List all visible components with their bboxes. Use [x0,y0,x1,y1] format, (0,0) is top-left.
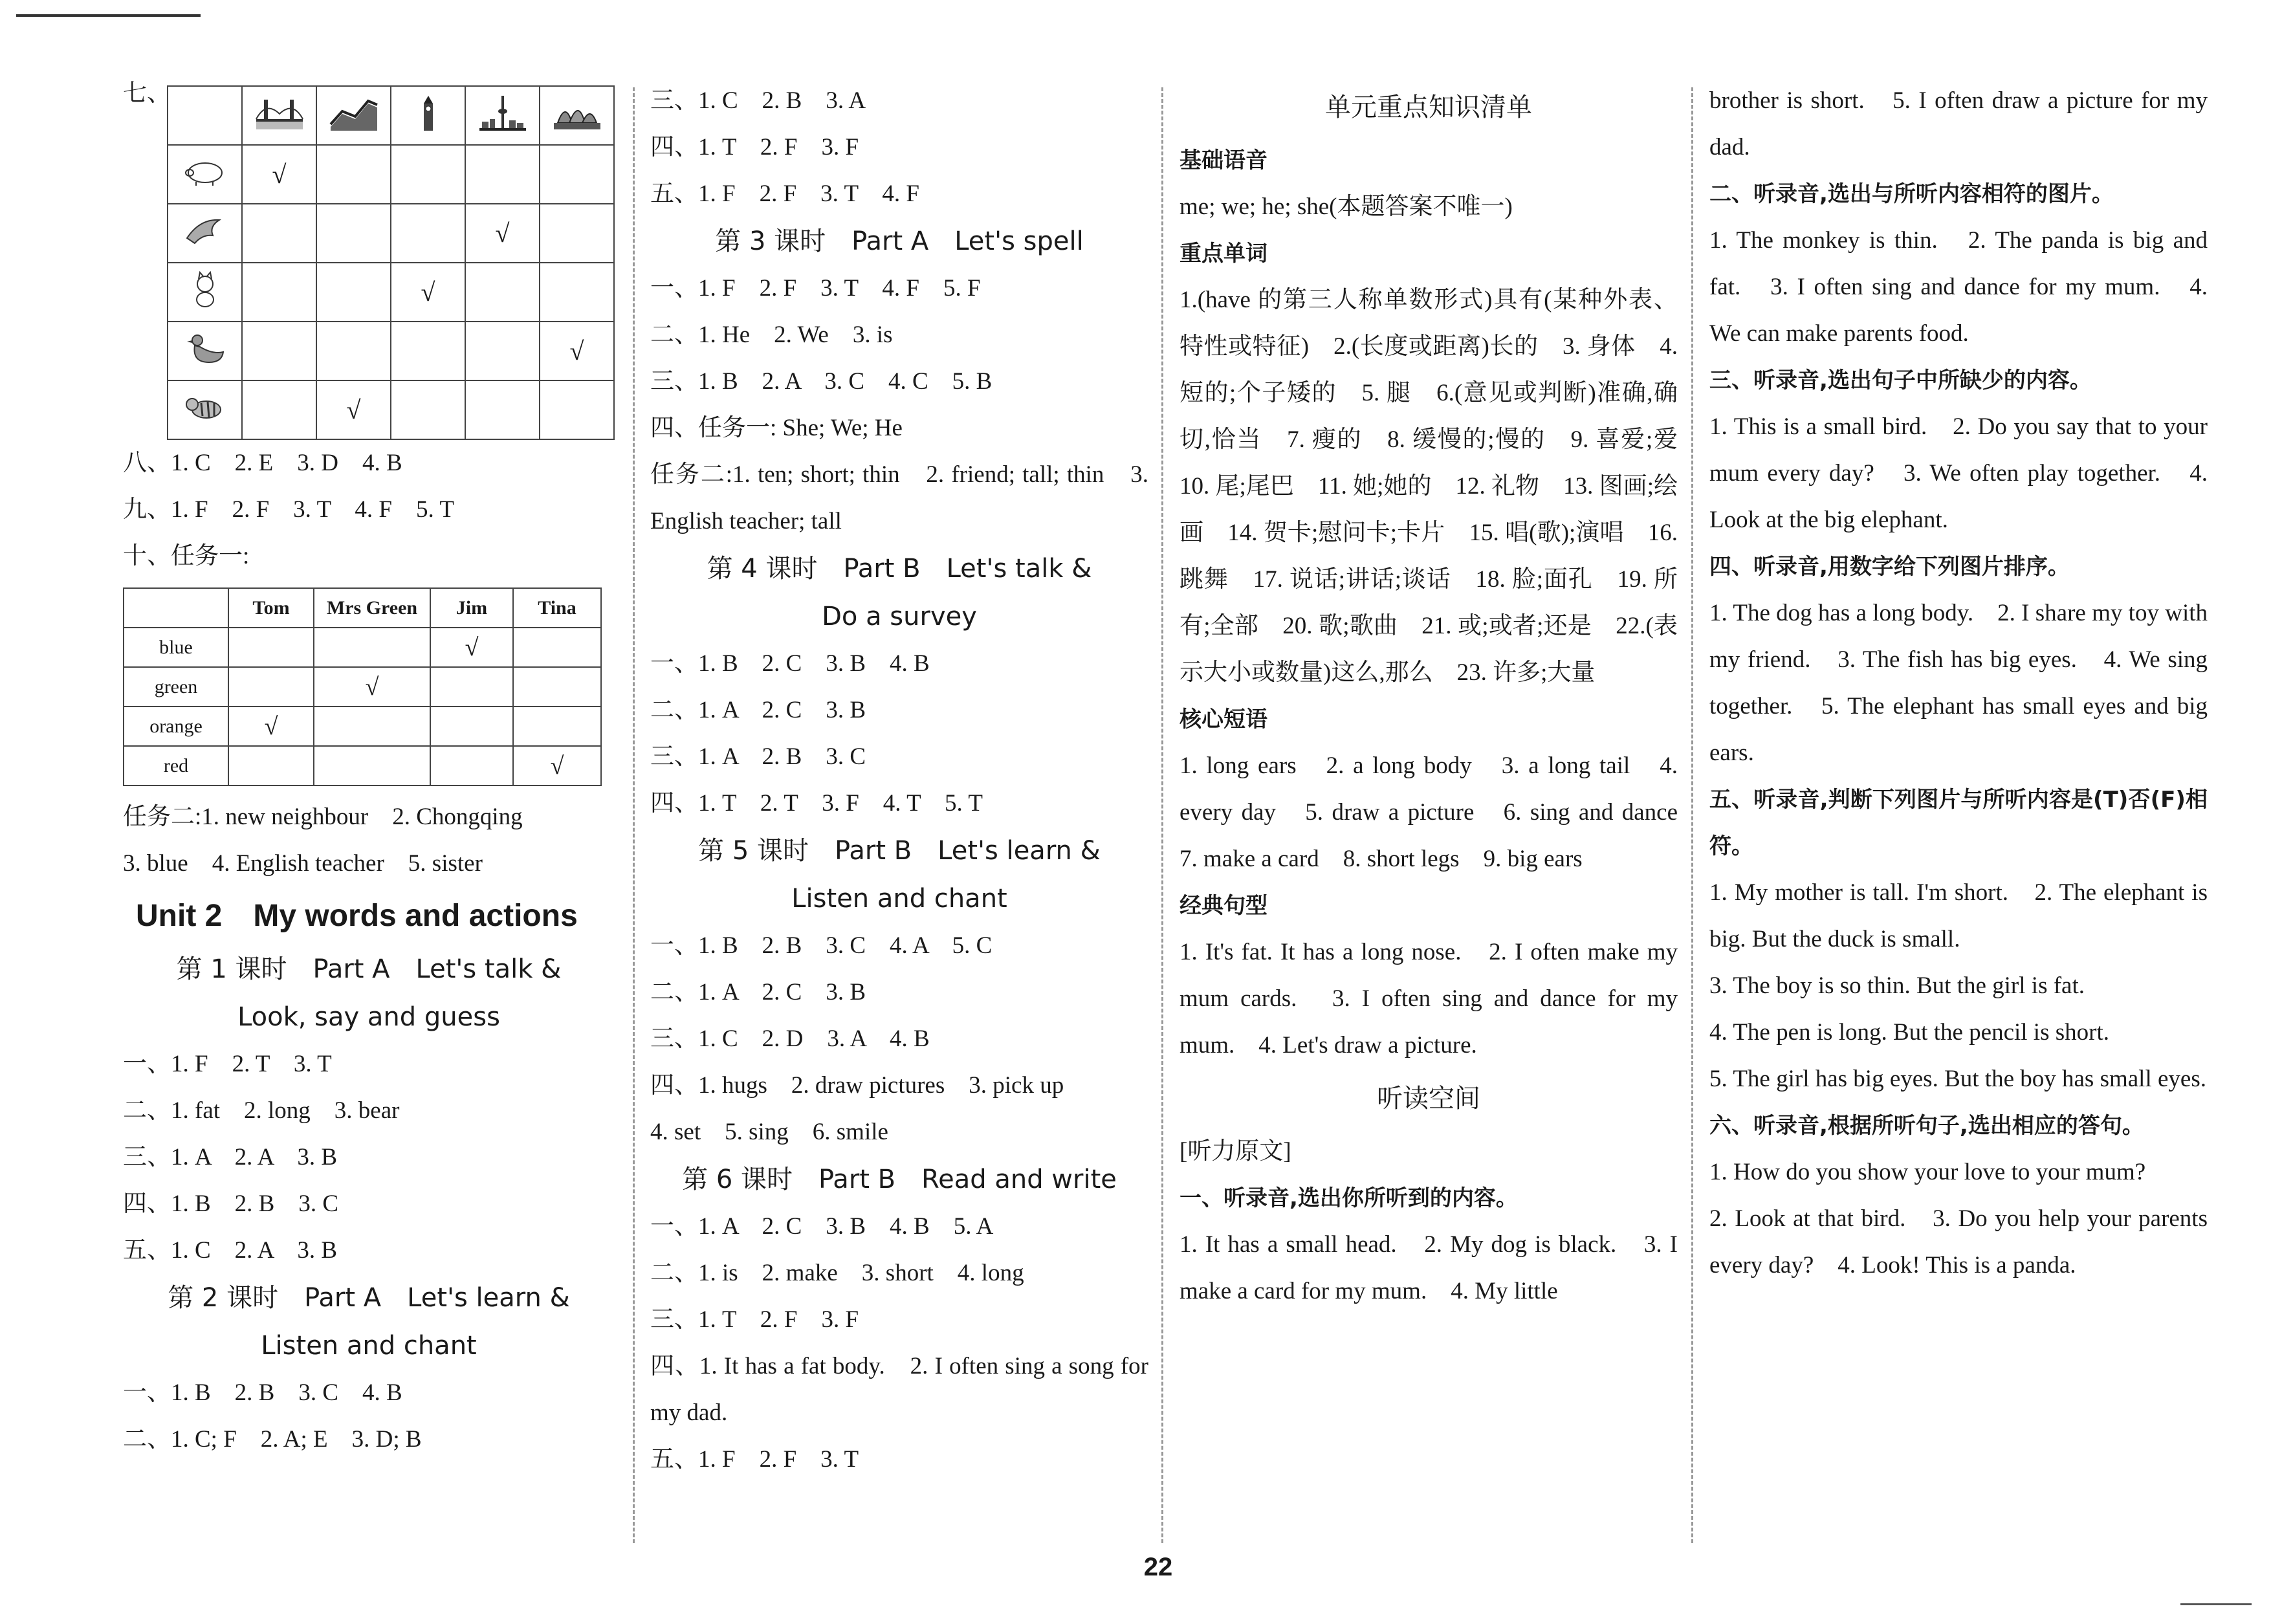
section-heading: 重点单词 [1179,241,1267,267]
q7-matching-grid [123,78,615,440]
answer-line: 1. How do you show your love to your mum? [1709,1159,2146,1185]
table-header-cell: Tina [513,588,601,628]
table-cell: green [124,667,228,707]
table-row [124,707,601,746]
answer-paragraph: 5. The girl has big eyes. But the boy has small eyes. [1709,1066,2206,1092]
answer-line: 四、1. B 2. B 3. C [123,1191,339,1217]
q7-label: 七、 [123,79,171,107]
tiger-icon [168,380,242,439]
answer-paragraph: 1. It has a small head. 2. My dog is black. 3. I make a card for my mum. 4. My little [1179,1231,1678,1304]
grid-cell: √ [391,263,465,322]
bridge-icon [242,86,316,145]
answer-paragraph: 1. The dog has a long body. 2. I share my toy with my friend. 3. The fish has big eyes. 4. We sing together. 5. The elephant has small eyes and big ears. [1709,600,2208,766]
table-cell [513,707,601,746]
cat-icon [168,263,242,322]
answer-paragraph: 1. My mother is tall. I'm short. 2. The elephant is big. But the duck is small. [1709,879,2208,952]
question-heading: 三、听录音,选出句子中所缺少的内容。 [1709,368,2092,393]
cn-tower-icon [465,86,540,145]
answer-line: 二、1. A 2. C 3. B [650,979,866,1005]
answer-line: 五、1. F 2. F 3. T [650,1446,859,1473]
table-cell: √ [430,628,513,667]
table-header-cell: Tom [228,588,314,628]
answer-line: 任务二:1. new neighbour 2. Chongqing [123,804,523,830]
page-number: 22 [1143,1553,1173,1581]
table-cell [513,628,601,667]
grid-cell: √ [242,145,316,204]
answer-line: 二、1. is 2. make 3. short 4. long [650,1260,1024,1286]
answer-line: 三、1. A 2. B 3. C [650,743,866,770]
answer-line: 三、1. T 2. F 3. F [650,1306,859,1333]
answer-paragraph: 1. This is a small bird. 2. Do you say that to your mum every day? 3. We often play together. 4. Look at the big elephant. [1709,413,2208,533]
answer-line: 九、1. F 2. F 3. T 4. F 5. T [123,496,454,523]
table-cell [228,746,314,785]
section-title: 单元重点知识清单 [1325,93,1532,122]
column-divider [1161,87,1163,1543]
lesson-heading: 第 3 课时 Part A Let's spell [715,226,1084,256]
answer-line: 一、1. A 2. C 3. B 4. B 5. A [650,1213,994,1240]
lesson-heading: Listen and chant [791,884,1007,914]
answer-line: 四、1. T 2. T 3. F 4. T 5. T [650,790,983,817]
grid-cell [540,145,614,204]
table-cell [314,628,430,667]
grid-cell [391,322,465,380]
answer-paragraph: 1. The monkey is thin. 2. The panda is big and fat. 3. I often sing and dance for my mum. 4. We can make parents food. [1709,227,2208,347]
table-header-cell [124,588,228,628]
lesson-heading: Do a survey [822,602,977,631]
lesson-heading: 第 5 课时 Part B Let's learn & [698,836,1101,866]
column-2 [650,78,1148,1483]
table-cell [430,667,513,707]
answer-line: 一、1. B 2. C 3. B 4. B [650,650,930,677]
question-heading: 四、听录音,用数字给下列图片排序。 [1709,554,2070,580]
grid-cell [316,322,391,380]
answer-line: 五、1. C 2. A 3. B [123,1237,337,1264]
section-heading: 经典句型 [1179,893,1267,919]
table-cell: √ [314,667,430,707]
great-wall-icon [316,86,391,145]
question-heading: 一、听录音,选出你所听到的内容。 [1179,1185,1518,1211]
grid-row-bird [168,204,614,263]
table-cell: orange [124,707,228,746]
section-heading: 核心短语 [1179,707,1267,732]
table-cell: √ [228,707,314,746]
table-row [124,628,601,667]
answer-line: 十、任务一: [123,543,250,569]
color-table [123,587,602,786]
answer-paragraph: 1.(have 的第三人称单数形式)具有(某种外表、特性或特征) 2.(长度或距离)长的 3. 身体 4. 短的;个子矮的 5. 腿 6.(意见或判断)准确,确切,恰当 7. 瘦的 8. 缓慢的;慢的 9. 喜爱;爱 10. 尾;尾巴 11. 她;她的 12. 礼物 13. 图画;绘画 14. 贺卡;慰问卡;卡片 15. 唱(歌);演唱 16. 跳舞 17. 说话;讲话;谈话 18. 脸;面孔 19. 所有;全部 20. 歌;歌曲 21. 或;或者;还是 22.(表示大小或数量)这么,那么 23. 许多;大量 [1179,287,1702,686]
grid-cell [465,322,540,380]
answer-line: 三、1. C 2. B 3. A [650,87,866,114]
column-divider [1691,87,1693,1543]
question-heading: 五、听录音,判断下列图片与所听内容是(T)否(F)相符。 [1709,787,2208,859]
answer-line: 三、1. B 2. A 3. C 4. C 5. B [650,368,993,395]
table-cell [314,707,430,746]
section-title: 听读空间 [1377,1084,1480,1114]
script-label: [听力原文] [1179,1138,1291,1165]
answer-line: 一、1. B 2. B 3. C 4. A 5. C [650,932,993,959]
answer-paragraph: 四、1. It has a fat body. 2. I often sing a song for my dad. [650,1353,1148,1426]
question-heading: 六、听录音,根据所听句子,选出相应的答句。 [1709,1113,2144,1139]
column-divider [633,87,635,1543]
grid-cell [540,380,614,439]
grid-cell [242,322,316,380]
lesson-heading: 第 1 课时 Part A Let's talk & [176,954,562,984]
grid-cell: √ [465,204,540,263]
grid-cell [465,380,540,439]
duck-icon [168,322,242,380]
opera-house-icon [540,86,614,145]
grid-row-pig [168,145,614,204]
table-cell [430,707,513,746]
table-cell [513,667,601,707]
grid-corner [168,86,242,145]
table-header-cell: Mrs Green [314,588,430,628]
unit-title: Unit 2 My words and actions [136,899,578,933]
answer-line: 3. blue 4. English teacher 5. sister [123,850,483,877]
table-cell: blue [124,628,228,667]
grid-cell [540,263,614,322]
answer-line: 一、1. F 2. F 3. T 4. F 5. F [650,275,981,302]
grid-cell [242,204,316,263]
answer-line: 二、1. fat 2. long 3. bear [123,1097,400,1124]
answer-line: 二、1. He 2. We 3. is [650,322,893,348]
grid-cell [242,380,316,439]
section-heading: 基础语音 [1179,148,1267,173]
big-ben-icon [391,86,465,145]
answer-paragraph: 任务二:1. ten; short; thin 2. friend; tall; thin 3. English teacher; tall [650,461,1148,534]
answer-paragraph: 1. It's fat. It has a long nose. 2. I often make my mum cards. 3. I often sing and dance for my mum. 4. Let's draw a picture. [1179,939,1678,1059]
answer-line: 4. The pen is long. But the pencil is short. [1709,1019,2109,1046]
top-rule [16,14,201,17]
lesson-heading: 第 4 课时 Part B Let's talk & [707,554,1092,584]
grid-cell [391,145,465,204]
answer-line: 三、1. A 2. A 3. B [123,1144,337,1170]
table-cell [430,746,513,785]
column-1 [123,78,615,1463]
lesson-heading: Look, say and guess [237,1002,500,1032]
answer-paragraph: brother is short. 5. I often draw a picture for my dad. [1709,87,2208,160]
matching-table [167,85,615,440]
grid-cell [465,263,540,322]
grid-cell: √ [316,380,391,439]
grid-cell [391,380,465,439]
lesson-heading: Listen and chant [261,1331,477,1361]
column-4 [1709,78,2208,1289]
grid-cell [391,204,465,263]
answer-line: 四、任务一: She; We; He [650,415,903,441]
table-cell [228,628,314,667]
grid-header-row [168,86,614,145]
answer-line: 4. set 5. sing 6. smile [650,1119,888,1145]
table-row [124,667,601,707]
answer-line: 一、1. B 2. B 3. C 4. B [123,1379,402,1406]
answer-line: 二、1. C; F 2. A; E 3. D; B [123,1426,422,1453]
answer-line: 二、1. A 2. C 3. B [650,697,866,723]
question-heading: 二、听录音,选出与所听内容相符的图片。 [1709,181,2114,207]
bird-icon [168,204,242,263]
answer-line: 八、1. C 2. E 3. D 4. B [123,450,402,476]
answer-line: 一、1. F 2. T 3. T [123,1051,332,1077]
answer-line: 三、1. C 2. D 3. A 4. B [650,1026,930,1052]
column-3 [1179,78,1702,1315]
table-row [124,746,601,785]
answer-line: 四、1. T 2. F 3. F [650,134,859,160]
answer-paragraph: 1. long ears 2. a long body 3. a long tail 4. every day 5. draw a picture 6. sing and dance 7. make a card 8. short legs 9. big ears [1179,752,1702,872]
answer-line: 3. The boy is so thin. But the girl is fat. [1709,972,2085,999]
color-table-header [124,588,601,628]
grid-cell [465,145,540,204]
table-cell: √ [513,746,601,785]
pig-icon [168,145,242,204]
grid-row-tiger [168,380,614,439]
grid-row-cat [168,263,614,322]
grid-cell [316,204,391,263]
grid-cell [316,263,391,322]
lesson-heading: 第 2 课时 Part A Let's learn & [168,1283,570,1313]
answer-paragraph: me; we; he; she(本题答案不唯一) [1179,193,1513,220]
grid-cell [242,263,316,322]
table-cell [314,746,430,785]
grid-cell [540,204,614,263]
grid-row-duck [168,322,614,380]
lesson-heading: 第 6 课时 Part B Read and write [682,1165,1117,1194]
answer-line: 五、1. F 2. F 3. T 4. F [650,181,919,207]
table-cell [228,667,314,707]
answer-line: 四、1. hugs 2. draw pictures 3. pick up [650,1072,1064,1099]
answer-paragraph: 2. Look at that bird. 3. Do you help your parents every day? 4. Look! This is a panda. [1709,1205,2208,1278]
bottom-rule [2180,1603,2252,1605]
grid-cell: √ [540,322,614,380]
table-header-cell: Jim [430,588,513,628]
table-cell: red [124,746,228,785]
grid-cell [316,145,391,204]
